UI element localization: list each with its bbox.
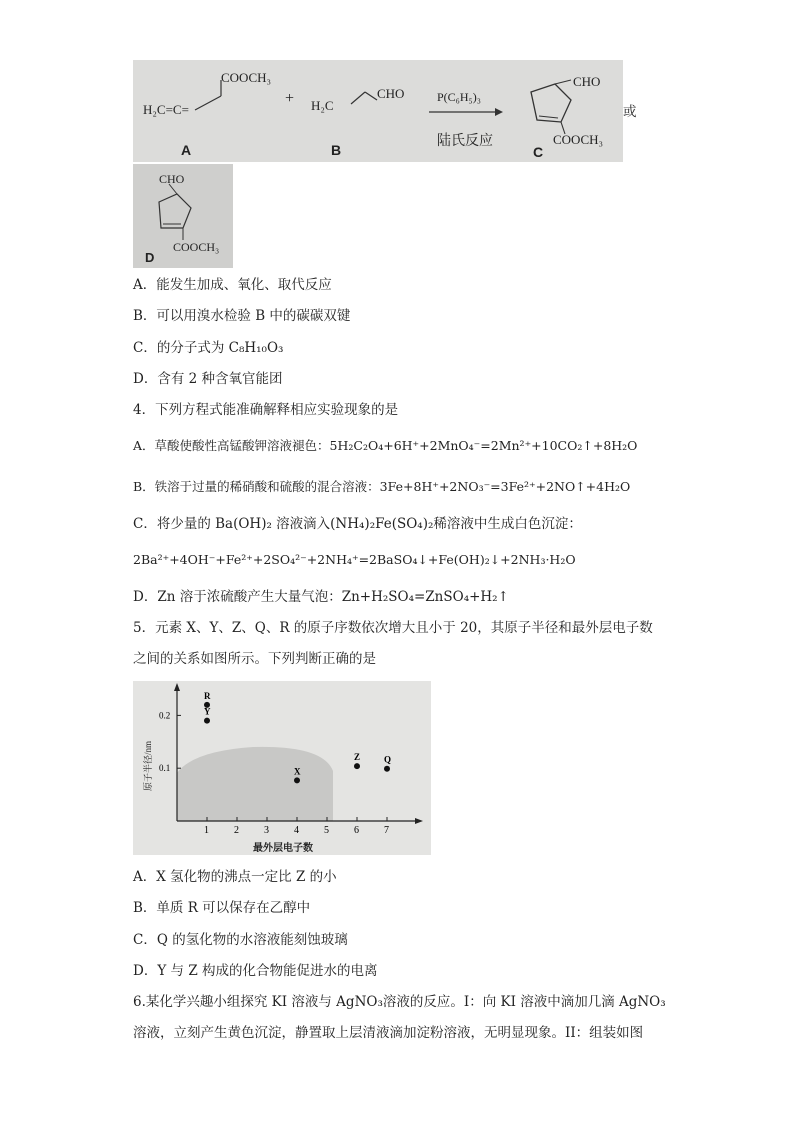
x-tick-label: 7 bbox=[384, 825, 389, 836]
plus-sign: + bbox=[285, 90, 295, 107]
q3-option-d: D．含有 2 种含氧官能团 bbox=[133, 371, 283, 387]
y-tick-label: 0.2 bbox=[159, 710, 171, 721]
point-label-y: Y bbox=[204, 706, 211, 717]
point-label-x: X bbox=[294, 766, 301, 777]
reaction-scheme-drawing bbox=[133, 60, 623, 162]
point-label-z: Z bbox=[354, 752, 361, 763]
q5-option-c: C．Q 的氢化物的水溶液能刻蚀玻璃 bbox=[133, 932, 348, 948]
x-tick-label: 4 bbox=[294, 825, 299, 836]
q4-option-c-line1: C．将少量的 Ba(OH)₂ 溶液滴入(NH₄)₂Fe(SO₄)₂稀溶液中生成白色沉淀： bbox=[133, 516, 582, 532]
label-c: C bbox=[533, 144, 544, 160]
formula-b-group: CHO bbox=[377, 86, 405, 101]
label-d: D bbox=[145, 250, 155, 265]
formula-d-bottom: COOCH₃ bbox=[173, 240, 220, 254]
q5-stem-line2: 之间的关系如图所示。下列判断正确的是 bbox=[133, 651, 376, 667]
x-axis-label: 最外层电子数 bbox=[253, 843, 313, 854]
q6-line2: 溶液，立刻产生黄色沉淀，静置取上层清液滴加淀粉溶液，无明显现象。II：组装如图 bbox=[133, 1025, 644, 1041]
formula-c-bottom: COOCH₃ bbox=[553, 132, 604, 147]
data-point-q bbox=[384, 766, 390, 772]
x-tick-label: 1 bbox=[204, 825, 209, 836]
formula-b-base: H₂C bbox=[311, 98, 334, 113]
q6-line1: 6.某化学兴趣小组探究 KI 溶液与 AgNO₃溶液的反应。I：向 KI 溶液中滴加几滴 AgNO₃ bbox=[133, 994, 666, 1010]
structure-d-image bbox=[133, 164, 233, 268]
label-b: B bbox=[331, 142, 342, 158]
q3-option-b: B．可以用溴水检验 B 中的碳碳双键 bbox=[133, 308, 351, 324]
x-tick-label: 2 bbox=[234, 825, 239, 836]
q4-option-b: B．铁溶于过量的稀硝酸和硫酸的混合溶液：3Fe+8H⁺+2NO₃⁻=3Fe²⁺+2NO↑+4H₂O bbox=[133, 479, 631, 494]
label-a: A bbox=[181, 142, 192, 158]
q4-option-d: D．Zn 溶于浓硫酸产生大量气泡：Zn+H₂SO₄=ZnSO₄+H₂↑ bbox=[133, 589, 509, 605]
formula-a-base: H₂C=C= bbox=[143, 102, 189, 117]
reaction-name: 陆氏反应 bbox=[437, 134, 493, 149]
q4-option-c-line2: 2Ba²⁺+4OH⁻+Fe²⁺+2SO₄²⁻+2NH₄⁺=2BaSO₄↓+Fe(OH)₂↓+2NH₃·H₂O bbox=[133, 552, 576, 567]
q5-option-a: A．X 氢化物的沸点一定比 Z 的小 bbox=[133, 869, 337, 885]
formula-c-top: CHO bbox=[573, 74, 601, 89]
y-axis-label: 原子半径/nm bbox=[143, 740, 153, 791]
x-tick-label: 6 bbox=[354, 825, 359, 836]
x-tick-label: 3 bbox=[264, 825, 269, 836]
or-text: 或 bbox=[623, 104, 637, 120]
q4-stem: 4．下列方程式能准确解释相应实验现象的是 bbox=[133, 402, 399, 418]
point-label-r: R bbox=[204, 690, 211, 701]
q4-option-a: A．草酸使酸性高锰酸钾溶液褪色：5H₂C₂O₄+6H⁺+2MnO₄⁻=2Mn²⁺+10CO₂↑+8H₂O bbox=[133, 438, 638, 453]
data-point-z bbox=[354, 763, 360, 769]
q5-option-b: B．单质 R 可以保存在乙醇中 bbox=[133, 900, 311, 916]
reaction-image bbox=[133, 60, 623, 162]
formula-a-group: COOCH₃ bbox=[221, 70, 272, 85]
q3-option-a: A．能发生加成、氧化、取代反应 bbox=[133, 277, 332, 293]
point-label-q: Q bbox=[384, 754, 392, 765]
q5-chart bbox=[133, 681, 431, 855]
reagent-label: P(C₆H₅)₃ bbox=[437, 90, 481, 104]
q3-option-c: C．的分子式为 C₈H₁₀O₃ bbox=[133, 340, 284, 356]
y-tick-label: 0.1 bbox=[159, 763, 171, 774]
q5-option-d: D．Y 与 Z 构成的化合物能促进水的电离 bbox=[133, 963, 378, 979]
data-point-y bbox=[204, 718, 210, 724]
q5-stem-line1: 5．元素 X、Y、Z、Q、R 的原子序数依次增大且小于 20，其原子半径和最外层电子数 bbox=[133, 620, 653, 636]
x-tick-label: 5 bbox=[324, 825, 329, 836]
q5-chart-image bbox=[133, 681, 431, 855]
data-point-x bbox=[294, 777, 300, 783]
formula-d-top: CHO bbox=[159, 172, 185, 186]
